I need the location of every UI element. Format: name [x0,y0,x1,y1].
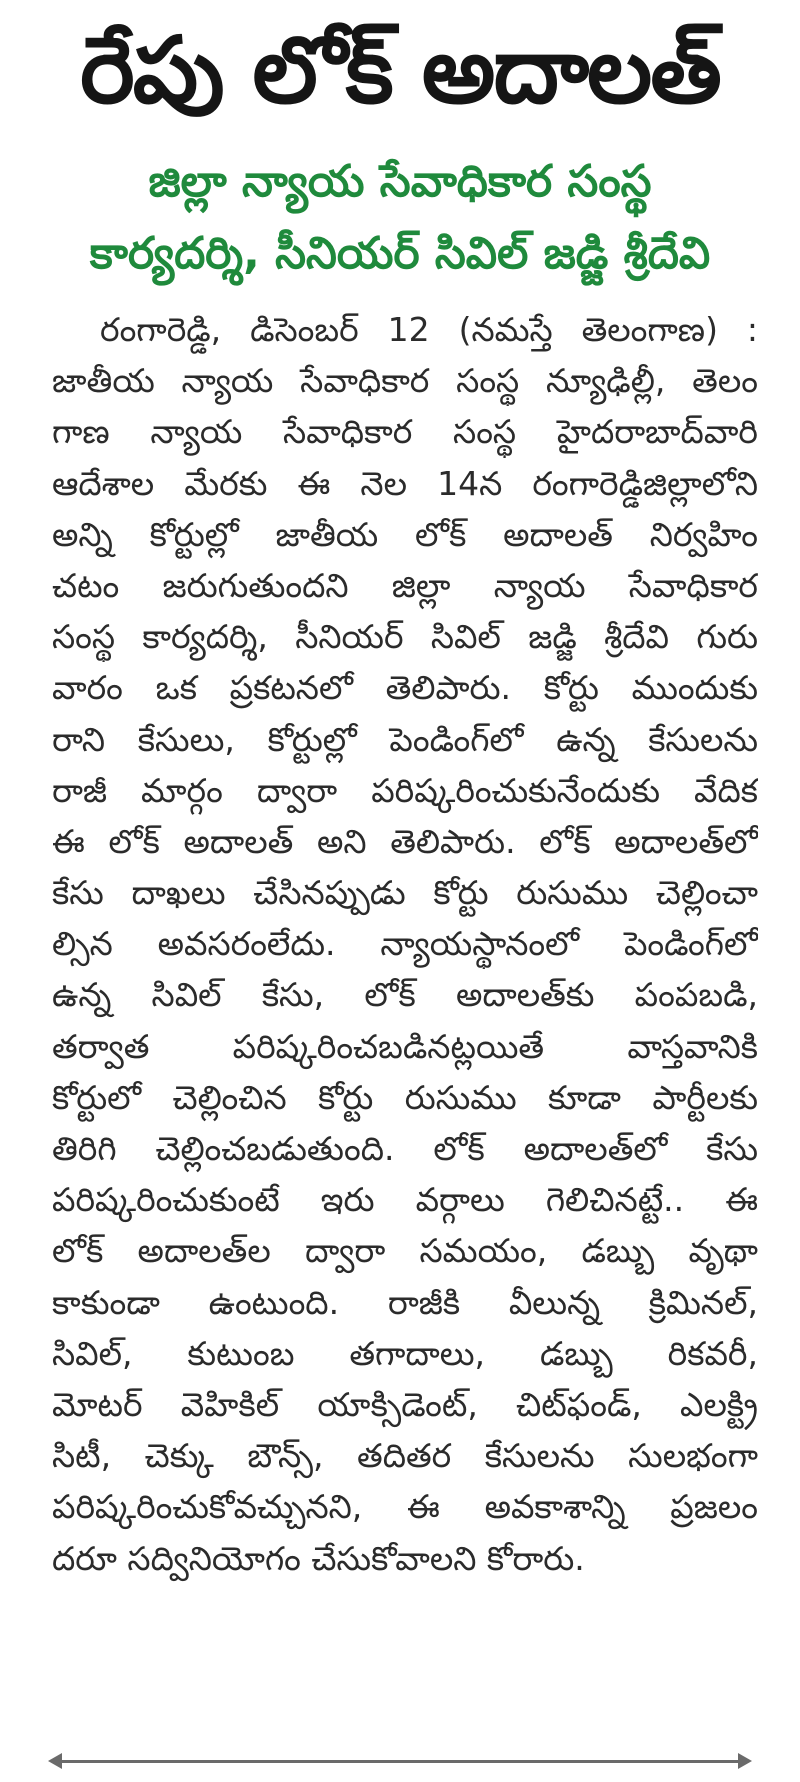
article-line: కేసు దాఖలు చేసినప్పుడు కోర్టు రుసుము చెల్లించా [52,873,758,913]
article-line: కాకుండా ఉంటుంది. రాజీకి వీలున్న క్రిమినల్‌, [52,1282,758,1322]
article-line: కోర్టులో చెల్లించిన కోర్టు రుసుము కూడా పార్టీలకు [52,1077,758,1117]
article-line: రాజీ మార్గం ద్వారా పరిష్కరించుకునేందుకు వేదిక [52,770,758,810]
article-line: అన్ని కోర్టుల్లో జాతీయ లోక్‌ అదాలత్‌ నిర్వహిం [52,514,758,554]
article-line: రాని కేసులు, కోర్టుల్లో పెండింగ్‌లో ఉన్న కేసులను [52,719,758,759]
article-line: చటం జరుగుతుందని జిల్లా న్యాయ సేవాధికార [52,565,758,605]
article-line-dateline: రంగారెడ్డి, డిసెంబర్‌ 12 (నమస్తే తెలంగాణ) : [100,310,758,349]
article-line: జాతీయ న్యాయ సేవాధికార సంస్థ న్యూఢిల్లీ, తెలం [52,361,758,401]
article-line-last: దరూ సద్వినియోగం చేసుకోవాలని కోరారు. [52,1538,585,1578]
article-line: మోటర్‌ వెహికిల్‌ యాక్సిడెంట్‌, చిట్‌ఫండ్‌, ఎలక్ట్రి [52,1384,758,1424]
article-line: తిరిగి చెల్లించబడుతుంది. లోక్‌ అదాలత్‌లో కేసు [52,1129,758,1168]
article-line: ఉన్న సివిల్‌ కేసు, లోక్‌ అదాలత్‌కు పంపబడి, [52,975,758,1015]
article-line: సిటీ, చెక్కు బౌన్స్‌, తదితర కేసులను సులభంగా [52,1436,758,1476]
headline: రేపు లోక్‌ అదాలత్‌ [80,17,720,124]
article-line: లోక్‌ అదాలత్‌ల ద్వారా సమయం, డబ్బు వృథా [52,1231,758,1271]
article-line: గాణ న్యాయ సేవాధికార సంస్థ హైదరాబాద్‌వారి [52,412,758,452]
article-line: సివిల్‌, కుటుంబ తగాదాలు, డబ్బు రికవరీ, [52,1333,758,1373]
article-line: ల్సిన అవసరంలేదు. న్యాయస్థానంలో పెండింగ్‌లో [52,924,758,964]
article-line: సంస్థ కార్యదర్శి, సీనియర్‌ సివిల్‌ జడ్జి శ్రీదేవి గురు [52,617,758,657]
subheading-line: జిల్లా న్యాయ సేవాధికార సంస్థ [148,156,652,207]
article-line: వారం ఒక ప్రకటనలో తెలిపారు. కోర్టు ముందుకు [52,668,758,708]
article-line: ఈ లోక్‌ అదాలత్‌ అని తెలిపారు. లోక్‌ అదాలత్‌లో [52,821,758,861]
subheading-line: కార్యదర్శి, సీనియర్‌ సివిల్‌ జడ్జి శ్రీదేవి [89,228,711,279]
article-line: పరిష్కరించుకోవచ్చునని, ఈ అవకాశాన్ని ప్రజలం [52,1487,758,1527]
article-line: పరిష్కరించుకుంటే ఇరు వర్గాలు గెలిచినట్టే.. ఈ [52,1180,758,1220]
bottom-divider-arrow [60,1760,740,1763]
subheadings [40,146,760,290]
article-body [52,304,758,1584]
article-line: తర్వాత పరిష్కరించబడినట్లయితే వాస్తవానికి [52,1026,758,1066]
article-line: ఆదేశాల మేరకు ఈ నెల 14న రంగారెడ్డిజిల్లాలోని [52,463,758,503]
